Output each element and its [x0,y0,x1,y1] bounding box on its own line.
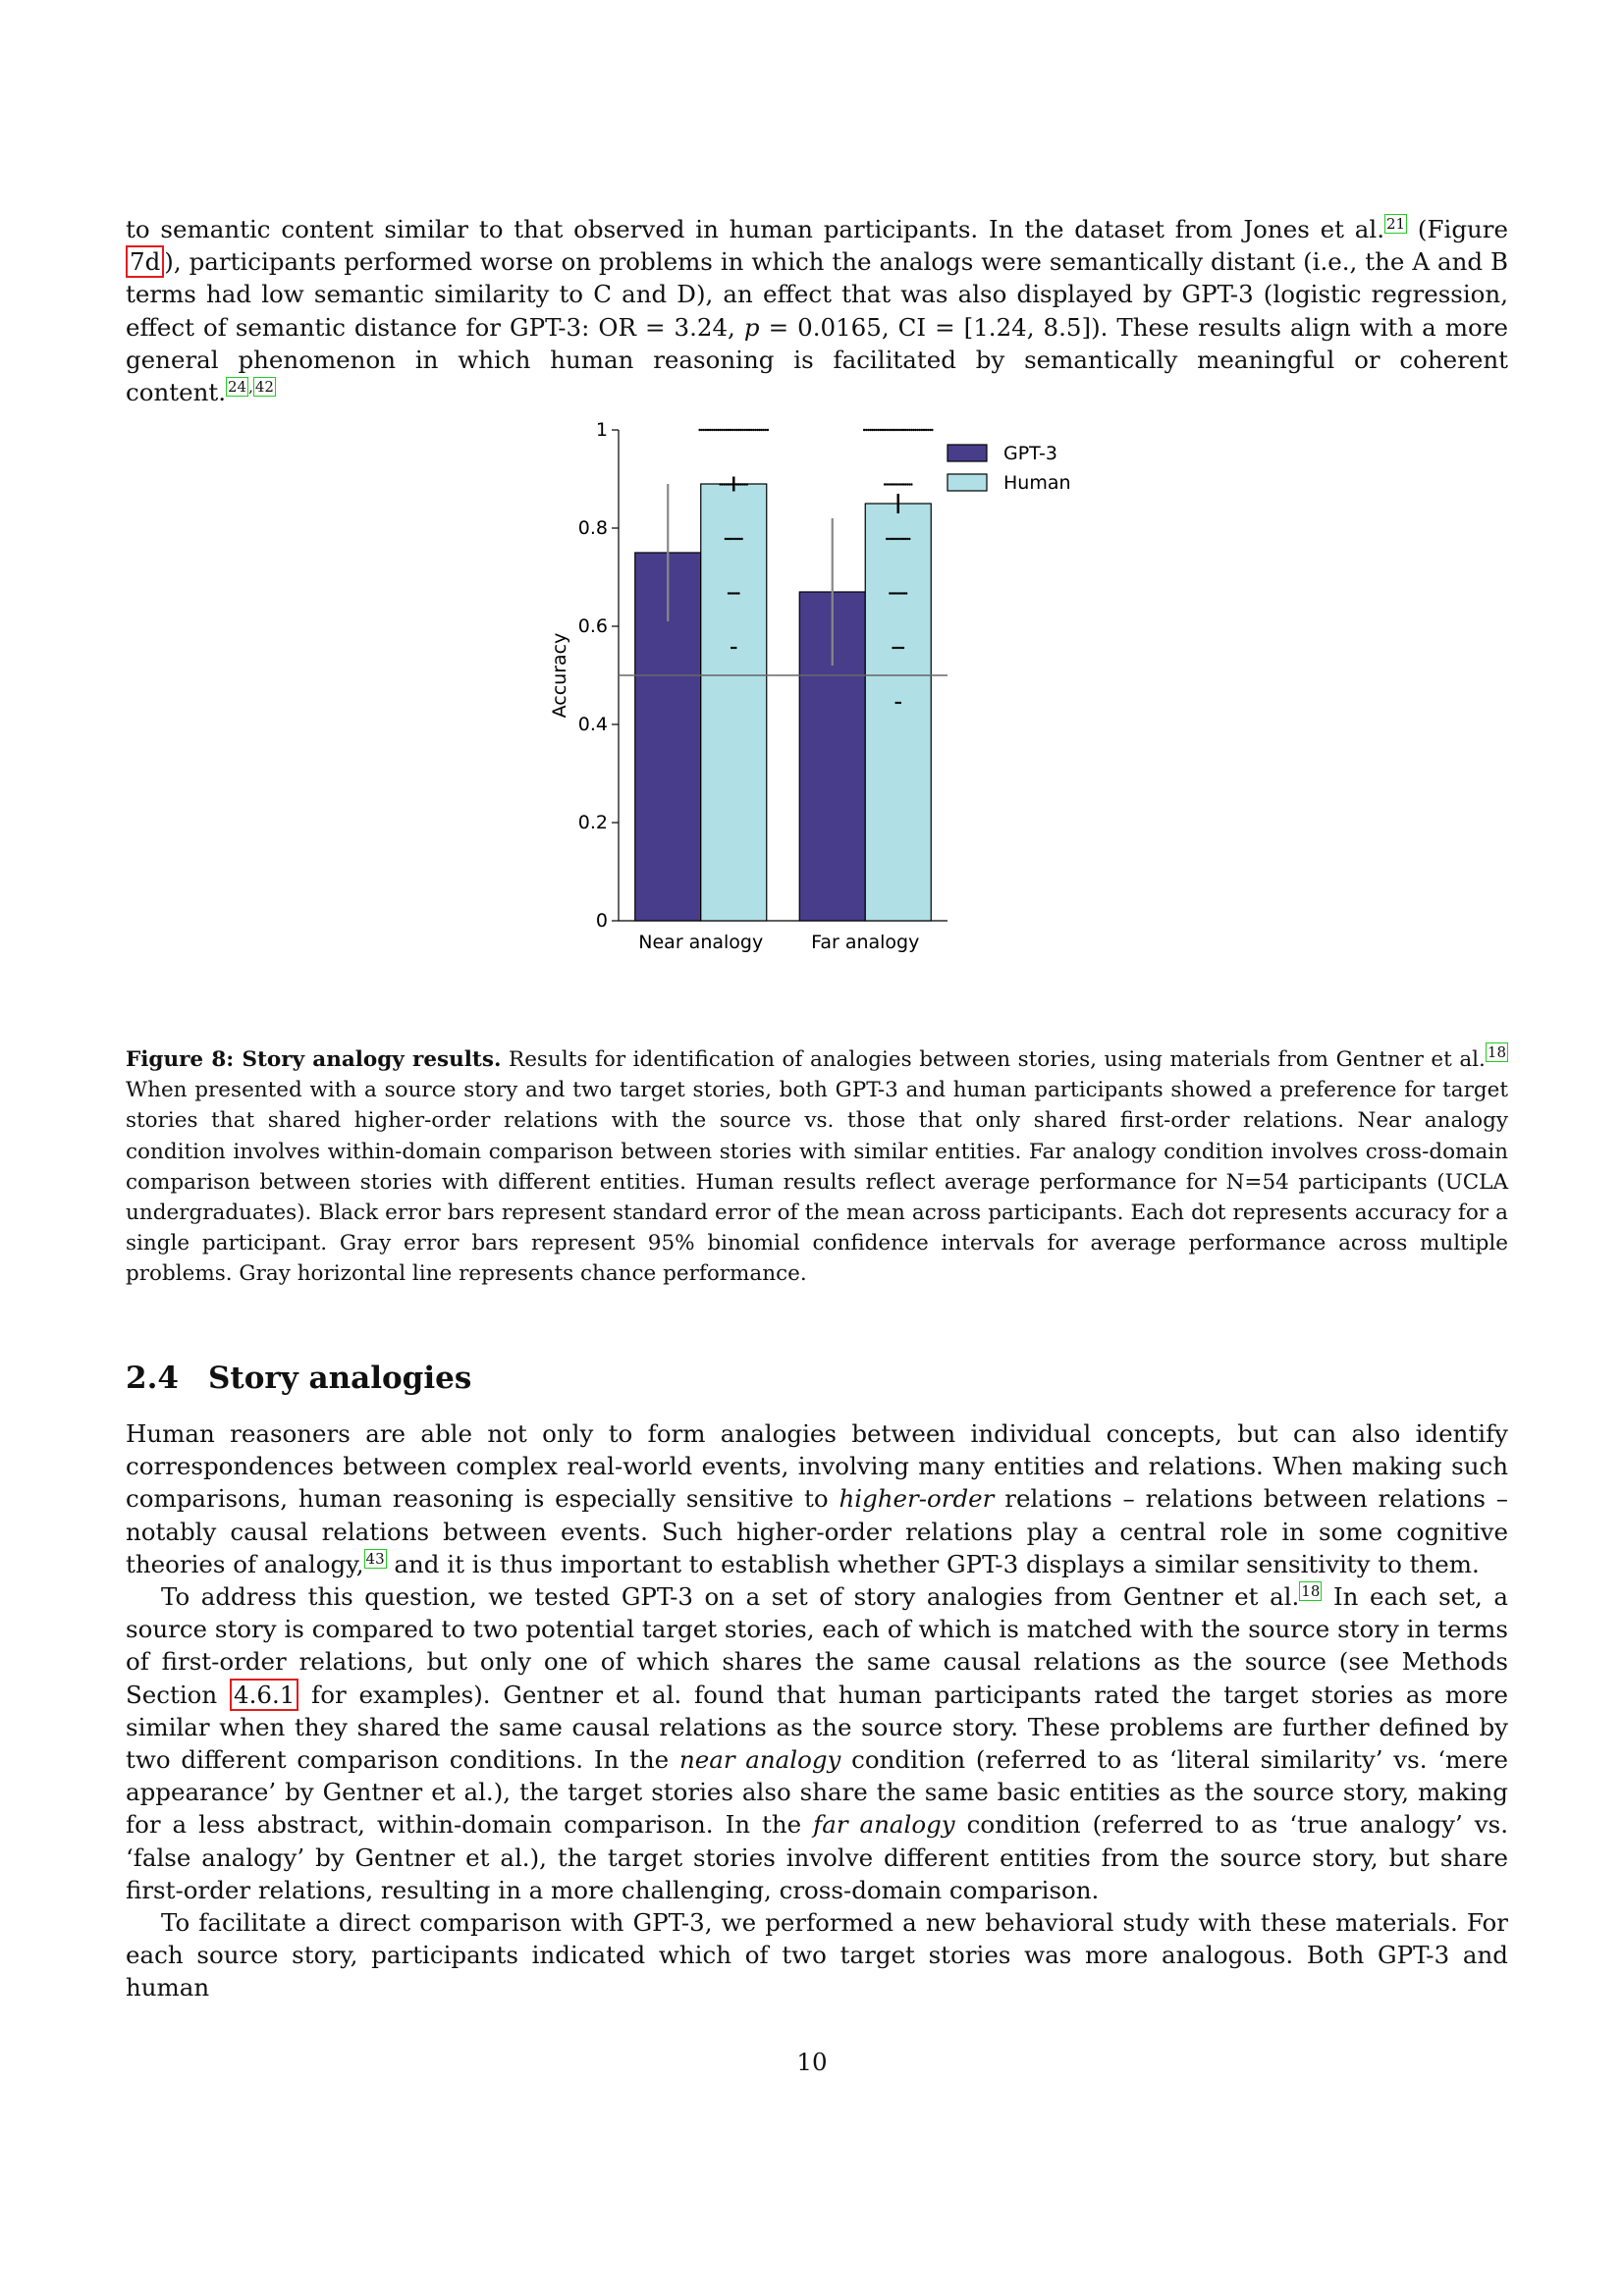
participant-dot [898,538,900,540]
participant-dot [722,429,724,431]
participant-dot [884,483,886,485]
participant-dot [731,647,732,649]
participant-dot [731,429,733,431]
figure-link[interactable]: 7d [126,245,164,278]
paragraph-3 [126,1906,1508,2004]
participant-dot [730,592,731,594]
participant-dot [737,592,739,594]
text: ), participants performed worse on problems in which the analogs were semantically distant (i.e., the A and B terms had low semantic similarity to C and D), an effect that was also displayed by GPT-3 (logistic regression, effect of semantic distance for GPT-3: OR = 3.24, [126,247,1508,342]
participant-dot [897,592,899,594]
participant-dot [739,429,741,431]
participant-dot [925,429,927,431]
participant-dot [910,483,912,485]
text: for examples). Gentner et al. found that human participants rated the target stories as more similar when they shared the same causal relations as the source story. These problems are further defined by two different comparison conditions. In the [126,1680,1508,1775]
section-title: Story analogies [208,1361,472,1396]
bar-human [701,484,767,921]
italic-text: far analogy [813,1810,955,1840]
participant-dot [703,429,705,431]
italic-text: p [743,312,760,342]
participant-dot [728,483,730,485]
participant-dot [760,429,762,431]
citation-link[interactable]: 42 [254,378,274,397]
text: (Figure [1407,215,1508,243]
participant-dot [742,429,744,431]
participant-dot [744,429,746,431]
legend-label: Human [1003,472,1071,494]
participant-dot [899,702,901,704]
participant-dot [891,592,893,594]
participant-dot [730,483,731,485]
participant-dot [894,702,896,704]
participant-dot [748,429,750,431]
text: , [248,377,253,396]
participant-dot [901,592,903,594]
participant-dot [713,429,715,431]
participant-dot [888,483,890,485]
section-heading [126,1361,471,1396]
participant-dot [893,538,895,540]
participant-dot [705,429,707,431]
participant-dot [902,538,904,540]
participant-dot [908,483,910,485]
text: In each set, a source story is compared to two potential target stories, each of which is matched with the source story in terms of first-order relations, but only one of which shares the same causal relations as the source (see Methods Section [126,1582,1508,1709]
participant-dot [873,429,875,431]
y-tick-label: 0 [595,910,608,932]
citation-link[interactable]: 18 [1301,1582,1321,1600]
participant-dot [736,538,738,540]
participant-dot [707,429,709,431]
participant-dot [902,647,904,649]
participant-dot [746,429,748,431]
participant-dot [912,429,914,431]
participant-dot [906,429,908,431]
y-tick-label: 0.2 [577,812,608,833]
participant-dot [904,483,906,485]
participant-dot [734,647,736,649]
text: Human reasoners are able not only to form analogies between individual concepts, but can also identify correspondences between complex real-world events, involving many entities and relations. When making such comparisons, human reasoning is especially sensitive to [126,1419,1508,1514]
participant-dot [701,429,703,431]
page-number: 10 [796,2048,828,2076]
participant-dot [728,429,730,431]
participant-dot [892,538,893,540]
figure-caption [126,1044,1508,1290]
x-tick-label: Far analogy [811,932,920,953]
bar-human [865,504,931,921]
participant-dot [892,429,893,431]
participant-dot [902,483,904,485]
participant-dot [897,702,899,704]
participant-dot [709,429,711,431]
participant-dot [730,429,731,431]
citation-link[interactable]: 21 [1386,215,1406,233]
participant-dot [746,483,748,485]
citation-link[interactable]: 18 [1487,1043,1506,1061]
participant-dot [903,592,905,594]
participant-dot [905,592,907,594]
paragraph-2 [126,1580,1508,1906]
intro-paragraph [126,213,1508,408]
participant-dot [724,429,726,431]
participant-dot [896,647,898,649]
participant-dot [890,429,892,431]
participant-dot [750,429,752,431]
participant-dot [888,538,890,540]
participant-dot [698,429,700,431]
participant-dot [733,592,735,594]
participant-dot [904,429,906,431]
text: to semantic content similar to that observed in human participants. In the dataset from Jones et al. [126,215,1384,243]
citation-link[interactable]: 24 [228,378,247,397]
y-axis-label: Accuracy [549,632,570,719]
participant-dot [929,429,931,431]
participant-dot [765,429,767,431]
participant-dot [740,538,742,540]
participant-dot [892,483,893,485]
participant-dot [715,429,717,431]
participant-dot [914,429,916,431]
participant-dot [902,429,904,431]
participant-dot [910,429,912,431]
participant-dot [867,429,869,431]
participant-dot [886,429,888,431]
participant-dot [906,538,908,540]
y-tick-label: 1 [595,419,608,441]
y-tick-label: 0.6 [577,615,608,637]
text: and it is thus important to establish whether GPT-3 displays a similar sensitivity to them. [386,1549,1480,1578]
participant-dot [733,483,735,485]
participant-dot [742,483,744,485]
participant-dot [898,429,900,431]
participant-dot [752,429,754,431]
participant-dot [893,647,895,649]
participant-dot [900,429,902,431]
participant-dot [890,538,892,540]
participant-dot [923,429,925,431]
participant-dot [896,538,898,540]
participant-dot [729,538,731,540]
text: To facilitate a direct comparison with GPT-3, we performed a new behavioral study with these materials. For each source story, participants indicated which of two target stories was more analogous. Both GPT-3 and human [126,1908,1508,2002]
legend-swatch [947,445,987,461]
participant-dot [882,429,884,431]
participant-dot [900,538,902,540]
participant-dot [726,429,728,431]
participant-dot [735,483,737,485]
legend-label: GPT-3 [1003,443,1057,464]
participant-dot [733,429,735,431]
section-number: 2.4 [126,1361,179,1396]
participant-dot [738,538,740,540]
participant-dot [725,538,727,540]
participant-dot [927,429,929,431]
participant-dot [919,429,921,431]
participant-dot [869,429,871,431]
participant-dot [921,429,923,431]
participant-dot [900,483,902,485]
text: Results for identification of analogies between stories, using materials from Gentner et al. [501,1047,1486,1072]
participant-dot [900,647,902,649]
participant-dot [756,429,758,431]
participant-dot [754,429,756,431]
participant-dot [886,538,888,540]
participant-dot [732,538,734,540]
participant-dot [899,592,901,594]
participant-dot [893,429,895,431]
participant-dot [722,483,724,485]
participant-dot [731,538,732,540]
text: When presented with a source story and two target stories, both GPT-3 and human participants showed a preference for target stories that shared higher-order relations with the source vs. those that only shared first-order relations. Near analogy condition involves within-domain comparison between stories with similar entities. Far analogy condition involves cross-domain comparison between stories with different entities. Human results reflect average performance for N=54 participants (UCLA undergraduates). Black error bars represent standard error of the mean across participants. Each dot represents accuracy for a single participant. Gray error bars represent 95% binomial confidence intervals for average performance across multiple problems. Gray horizontal line represents chance performance. [126,1078,1508,1287]
participant-dot [908,538,910,540]
participant-dot [726,483,728,485]
participant-dot [731,592,733,594]
participant-dot [917,429,919,431]
italic-text: higher-order [839,1484,995,1514]
participant-dot [739,483,741,485]
text: To address this question, we tested GPT-3 on a set of story analogies from Gentner et al. [161,1582,1300,1611]
participant-dot [719,429,721,431]
participant-dot [898,483,900,485]
citation-link[interactable]: 43 [365,1549,385,1568]
participant-dot [744,483,746,485]
participant-dot [876,429,878,431]
participant-dot [863,429,865,431]
participant-dot [734,538,736,540]
participant-dot [865,429,867,431]
participant-dot [727,538,729,540]
participant-dot [735,592,737,594]
participant-dot [908,429,910,431]
participant-dot [889,592,891,594]
caption-label: Figure 8: Story analogy results. [126,1047,502,1072]
participant-dot [758,429,760,431]
participant-dot [878,429,880,431]
participant-dot [892,647,893,649]
participant-dot [737,483,739,485]
participant-dot [735,429,737,431]
participant-dot [719,483,721,485]
paragraph-1 [126,1417,1508,1580]
participant-dot [717,429,719,431]
participant-dot [894,592,896,594]
story-analogy-chart [530,412,1080,962]
participant-dot [893,483,895,485]
y-tick-label: 0.4 [577,714,608,735]
participant-dot [732,647,734,649]
legend-swatch [947,474,987,491]
participant-dot [737,429,739,431]
participant-dot [880,429,882,431]
participant-dot [884,429,886,431]
participant-dot [711,429,713,431]
participant-dot [886,483,888,485]
section-link[interactable]: 4.6.1 [230,1679,298,1711]
participant-dot [767,429,769,431]
participant-dot [906,483,908,485]
participant-dot [893,592,894,594]
participant-dot [728,592,730,594]
participant-dot [904,538,906,540]
participant-dot [896,483,898,485]
participant-dot [888,429,890,431]
y-tick-label: 0.8 [577,517,608,539]
x-tick-label: Near analogy [638,932,764,953]
participant-dot [763,429,765,431]
participant-dot [896,429,898,431]
text: = 0.0165, CI = [1.24, 8.5]). These results align with a more general phenomenon in which human reasoning is facilitated by semantically meaningful or coherent content. [126,312,1508,407]
participant-dot [931,429,933,431]
text: condition (referred to as ‘literal similarity’ vs. ‘mere appearance’ by Gentner et al.), the target stories also share the same basic entities as the source story, making for a less abstract, within-domain comparison. In the [126,1745,1508,1840]
italic-text: near analogy [678,1745,841,1775]
participant-dot [731,483,733,485]
text: condition (referred to as ‘true analogy’ vs. ‘false analogy’ by Gentner et al.), the target stories involve different entities from the source story, but share first-order relations, resulting in a more challenging, cross-domain comparison. [126,1810,1508,1904]
participant-dot [898,647,900,649]
text: relations – relations between relations – notably causal relations between events. Such higher-order relations play a central role in some cognitive theories of analogy, [126,1484,1508,1578]
participant-dot [890,483,892,485]
participant-dot [871,429,873,431]
participant-dot [724,483,726,485]
